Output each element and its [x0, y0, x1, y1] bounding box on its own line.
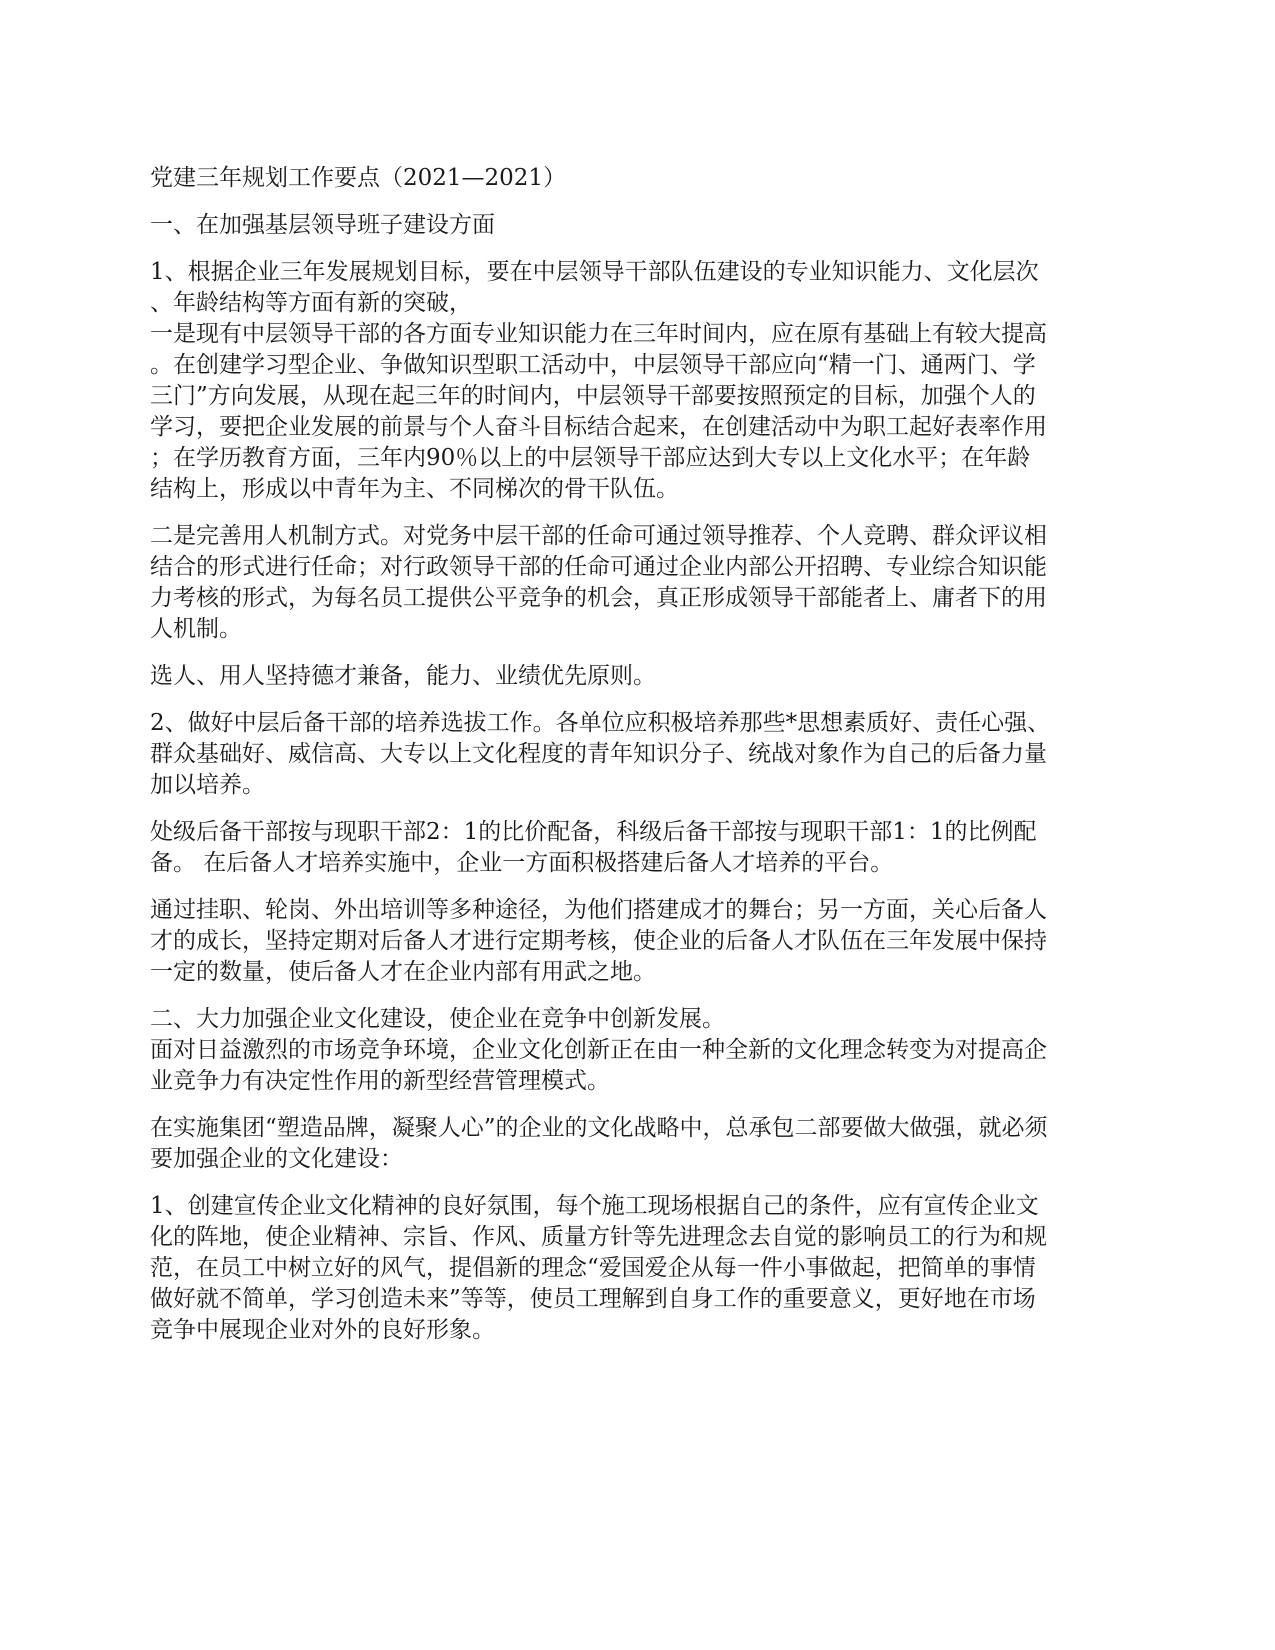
- text-line: 一定的数量，使后备人才在企业内部有用武之地。: [150, 959, 656, 985]
- text-line: 结合的形式进行任命；对行政领导干部的任命可通过企业内部公开招聘、专业综合知识能: [150, 554, 1047, 580]
- text-line: 2、做好中层后备干部的培养选拔工作。各单位应积极培养那些*思想素质好、责任心强、: [150, 710, 1051, 736]
- paragraph-5: [150, 817, 1130, 879]
- text-line: 结构上，形成以中青年为主、不同梯次的骨干队伍。: [150, 476, 679, 502]
- text-line: 面对日益激烈的市场竞争环境，企业文化创新正在由一种全新的文化理念转变为对提高企: [150, 1037, 1047, 1063]
- text-line: 、年龄结构等方面有新的突破，: [150, 290, 472, 316]
- title-line: 党建三年规划工作要点（2021—2021）: [150, 165, 567, 191]
- text-line: 要加强企业的文化建设：: [150, 1146, 403, 1172]
- text-line: 力考核的形式，为每名员工提供公平竞争的机会，真正形成领导干部能者上、庸者下的用: [150, 585, 1047, 611]
- text-line: 处级后备干部按与现职干部2：1的比价配备，科级后备干部按与现职干部1：1的比例配: [150, 819, 1037, 845]
- text-line: 化的阵地，使企业精神、宗旨、作风、质量方针等先进理念去自觉的影响员工的行为和规: [150, 1224, 1047, 1250]
- paragraph-8: [150, 1113, 1130, 1175]
- text-line: 业竞争力有决定性作用的新型经营管理模式。: [150, 1068, 610, 1094]
- paragraph-1: [150, 257, 1130, 505]
- text-line: 。在创建学习型企业、争做知识型职工活动中，中层领导干部应向“精一门、通两门、学: [150, 352, 1036, 378]
- text-line: 通过挂职、轮岗、外出培训等多种途径，为他们搭建成才的舞台；另一方面，关心后备人: [150, 897, 1047, 923]
- section-heading: [150, 210, 1130, 241]
- paragraph-7: [150, 1004, 1130, 1097]
- text-line: 1、根据企业三年发展规划目标，要在中层领导干部队伍建设的专业知识能力、文化层次: [150, 259, 1039, 285]
- text-line: 群众基础好、威信高、大专以上文化程度的青年知识分子、统战对象作为自己的后备力量: [150, 741, 1047, 767]
- paragraph-4: [150, 708, 1130, 801]
- text-line: 1、创建宣传企业文化精神的良好氛围，每个施工现场根据自己的条件，应有宣传企业文: [150, 1193, 1039, 1219]
- text-line: 做好就不简单，学习创造未来”等等，使员工理解到自身工作的重要意义，更好地在市场: [150, 1286, 1036, 1312]
- paragraph-9: [150, 1191, 1130, 1346]
- text-line: ；在学历教育方面，三年内90％以上的中层领导干部应达到大专以上文化水平；在年龄: [150, 445, 1031, 471]
- paragraph-6: [150, 895, 1130, 988]
- paragraph-2: [150, 521, 1130, 645]
- text-line: 一是现有中层领导干部的各方面专业知识能力在三年时间内，应在原有基础上有较大提高: [150, 321, 1047, 347]
- text-line: 三门”方向发展，从现在起三年的时间内，中层领导干部要按照预定的目标，加强个人的: [150, 383, 1036, 409]
- document-page: [150, 163, 1130, 1362]
- text-line: 才的成长，坚持定期对后备人才进行定期考核，使企业的后备人才队伍在三年发展中保持: [150, 928, 1047, 954]
- text-line: 加以培养。: [150, 772, 265, 798]
- paragraph-3: [150, 661, 1130, 692]
- text-line: 选人、用人坚持德才兼备，能力、业绩优先原则。: [150, 663, 656, 689]
- text-line: 学习，要把企业发展的前景与个人奋斗目标结合起来，在创建活动中为职工起好表率作用: [150, 414, 1047, 440]
- text-line: 二是完善用人机制方式。对党务中层干部的任命可通过领导推荐、个人竞聘、群众评议相: [150, 523, 1047, 549]
- text-line: 二、大力加强企业文化建设，使企业在竞争中创新发展。: [150, 1006, 725, 1032]
- document-title: [150, 163, 1130, 194]
- text-line: 范，在员工中树立好的风气，提倡新的理念“爱国爱企从每一件小事做起，把简单的事情: [150, 1255, 1036, 1281]
- text-line: 在实施集团“塑造品牌，凝聚人心”的企业的文化战略中，总承包二部要做大做强，就必须: [150, 1115, 1048, 1141]
- section-heading-line: 一、在加强基层领导班子建设方面: [150, 212, 495, 238]
- text-line: 人机制。: [150, 616, 242, 642]
- text-line: 备。 在后备人才培养实施中，企业一方面积极搭建后备人才培养的平台。: [150, 850, 894, 876]
- text-line: 竞争中展现企业对外的良好形象。: [150, 1317, 495, 1343]
